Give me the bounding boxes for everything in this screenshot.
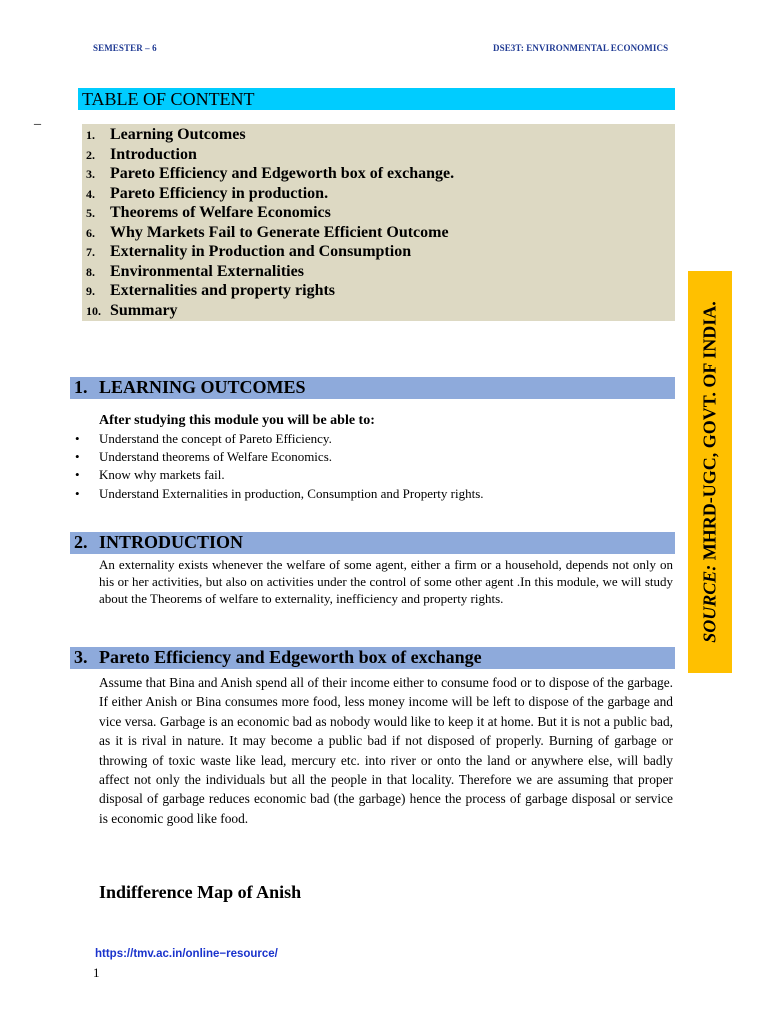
toc-title: TABLE OF CONTENT	[82, 89, 255, 109]
source-text	[700, 301, 721, 643]
source-label: SOURCE:	[699, 564, 720, 643]
section-number: 2.	[74, 532, 88, 552]
bullet-icon: •	[75, 467, 80, 482]
toc-item: 6. Why Markets Fail to Generate Efficient Outcome	[86, 223, 449, 241]
source-value: MHRD-UGC, GOVT. OF INDIA.	[699, 301, 720, 561]
header-course: DSE3T: ENVIRONMENTAL ECONOMICS	[493, 43, 669, 53]
section-number: 1.	[74, 377, 88, 397]
toc-item: 3. Pareto Efficiency and Edgeworth box of exchange.	[86, 165, 455, 182]
section-heading-pareto	[70, 647, 675, 669]
toc-item-label: Environmental Externalities	[110, 262, 304, 280]
toc-item: 1. Learning Outcomes	[86, 126, 246, 143]
toc-item-label: Why Markets Fail to Generate Efficient Outcome	[110, 223, 449, 241]
toc-item-label: Externality in Production and Consumption	[110, 243, 412, 260]
stray-mark: _	[34, 112, 41, 127]
learning-outcomes-intro: After studying this module you will be able to:	[99, 413, 375, 428]
toc-item: 5. Theorems of Welfare Economics	[86, 204, 331, 221]
toc-item-label: Introduction	[110, 145, 197, 163]
introduction-paragraph: An externality exists whenever the welfare of some agent, either a firm or a household, depends not only on his or her activities, but also on activities under the control of some other agent .In this module, we will study about the Theorems of welfare to externality, inefficiency and property rights.	[99, 557, 673, 606]
footer-link[interactable]: https://tmv.ac.in/online−resource/	[95, 948, 278, 960]
source-banner	[688, 271, 732, 673]
toc-list	[82, 124, 675, 321]
toc-title-bar	[78, 88, 675, 110]
toc-item: 10. Summary	[86, 301, 178, 319]
page-number: 1	[93, 965, 100, 980]
bullet-icon: •	[75, 486, 80, 501]
bullet-icon: •	[75, 449, 80, 464]
section-number: 3.	[74, 647, 88, 667]
section-title: LEARNING OUTCOMES	[99, 377, 306, 397]
bullet-icon: •	[75, 431, 80, 446]
section-heading-introduction	[70, 532, 675, 554]
toc-item: 8. Environmental Externalities	[86, 262, 304, 280]
subheading-indifference-map: Indifference Map of Anish	[99, 882, 302, 902]
toc-item-label: Theorems of Welfare Economics	[110, 204, 331, 221]
section-heading-learning-outcomes	[70, 377, 675, 399]
toc-item-label: Pareto Efficiency and Edgeworth box of exchange.	[110, 165, 455, 182]
toc-item: 9. Externalities and property rights	[86, 282, 336, 299]
section-title: Pareto Efficiency and Edgeworth box of exchange	[99, 647, 482, 667]
section-title: INTRODUCTION	[99, 532, 244, 552]
pareto-paragraph: Assume that Bina and Anish spend all of their income either to consume food or to dispose of the garbage. If either Anish or Bina consumes more food, less money income will be left to dispose of the garbage and vice versa. Garbage is an economic bad as nobody would like to keep it at home. But it is not a public bad, as it is rival in nature. It may become a public bad if not disposed of properly. Burning of garbage or throwing of toxic waste like lead, mercury etc. into river or onto the land or anywhere else, will badly affect not only the individuals but all the people in that locality. Therefore we are assuming that proper disposal of garbage reduces economic bad (the garbage) hence the process of garbage disposal or service is economic good like food.	[99, 675, 673, 826]
toc-item-label: Learning Outcomes	[110, 126, 246, 143]
header-semester: SEMESTER – 6	[93, 43, 157, 53]
toc-item: 4. Pareto Efficiency in production.	[86, 184, 329, 202]
toc-item-label: Pareto Efficiency in production.	[110, 184, 329, 202]
toc-item: 7. Externality in Production and Consumption	[86, 243, 412, 260]
toc-item-label: Summary	[110, 301, 178, 319]
toc-item-label: Externalities and property rights	[110, 282, 336, 299]
toc-item: 2. Introduction	[86, 145, 197, 163]
